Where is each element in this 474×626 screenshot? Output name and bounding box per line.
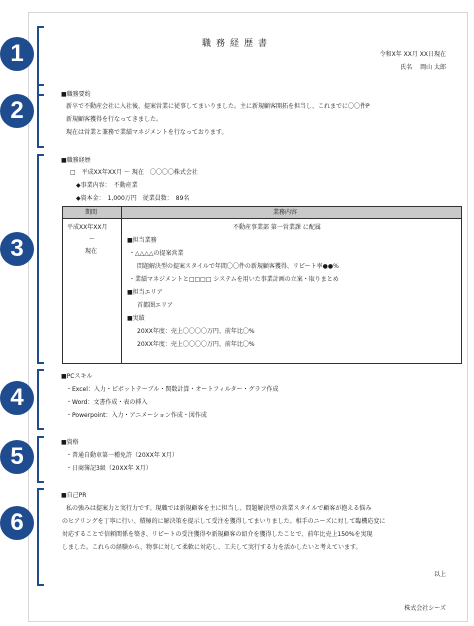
pr-line: 対応することで信頼関係を築き、リピートの受注獲得や新規顧客の紹介を獲得したことで、前年比売上150%を実現: [62, 531, 373, 538]
pr-heading: ■自己PR: [61, 492, 87, 499]
name-value: 岡山 太郎: [420, 64, 446, 71]
table-header: [63, 207, 461, 219]
bracket-5: [37, 436, 44, 483]
qualifications-heading: ■資格: [61, 439, 79, 446]
table-item: ・△△△△の提案営業: [129, 250, 184, 257]
document-title: 職務経歴書: [201, 39, 272, 49]
table-header-content: 業務内容: [273, 209, 298, 216]
marker-2: 2: [0, 94, 34, 128]
table-item: ■担当業務: [127, 237, 157, 244]
pr-line: しました。これらの経験から、物事に対して柔軟に対応し、工夫して実行する力を活かしたいと考えています。: [62, 544, 362, 551]
footer-company: 株式会社シーズ: [404, 605, 446, 612]
pr-line: のヒアリングを丁寧に行い、積極的に解決策を提示して受注を獲得してまいりました。相手のニーズに対して臨機応変に: [62, 518, 386, 525]
department: 不動産事業部 第一営業課 に配属: [233, 224, 321, 231]
period-tilde: ～: [89, 236, 96, 243]
bracket-4: [37, 369, 44, 430]
summary-line: 新卒で不動産会社に入社後、提案営業に従事してまいりました。主に新規顧客開拓を担当し、これまでに〇〇件P: [66, 103, 370, 110]
pr-closing: 以上: [433, 571, 446, 578]
table-item: ・業績マネジメントと□□□□ システムを用いた事業計画の立案・取りまとめ: [129, 276, 339, 283]
qualification-item: ・普通自動車第一種免許（20XX年 X月）: [66, 452, 178, 459]
bracket-3: [37, 154, 44, 364]
summary-line: 現在は営業と兼務で業績マネジメントを行なっております。: [66, 129, 228, 136]
name-row: [400, 63, 446, 72]
marker-3: 3: [0, 232, 34, 266]
career-business: ◆事業内容： 不動産業: [76, 182, 138, 189]
table-item: ■実績: [127, 315, 145, 322]
pr-line: 私の強みは提案力と実行力です。現職では新規顧客を主に担当し、問題解決型の営業スタイルで顧客が抱える悩み: [66, 505, 372, 512]
career-heading: ■職務経歴: [61, 157, 91, 164]
table-header-period: 期間: [85, 209, 98, 216]
career-capital: ◆資本金： 1,000万円 従業員数： 89名: [76, 195, 190, 202]
table-item: 首都圏エリア: [137, 302, 174, 309]
marker-5: 5: [0, 440, 34, 474]
summary-line: 新規顧客獲得を行なってきました。: [66, 116, 163, 123]
table-item: 問題解決型の提案スタイルで年間〇〇件の新規顧客獲得、リピート率●●%: [137, 263, 339, 270]
marker-1: 1: [0, 37, 34, 71]
marker-6: 6: [0, 506, 34, 540]
qualification-item: ・日商簿記3級（20XX年 X月）: [66, 465, 152, 472]
period-from: 平成XX年XX月: [67, 224, 108, 231]
period-to: 現在: [85, 248, 98, 255]
table-divider: [121, 207, 122, 363]
name-label: 氏名: [400, 64, 413, 71]
bracket-2: [37, 84, 44, 148]
pc-heading: ■PCスキル: [61, 373, 93, 380]
summary-heading: ■職務要約: [61, 91, 91, 98]
pc-item: ・Powerpoint：入力・アニメーション作成・図作成: [66, 412, 207, 419]
table-item: 20XX年度：売上〇〇〇〇万円、前年比〇%: [137, 341, 255, 348]
table-item: ■担当エリア: [127, 289, 163, 296]
bracket-6: [37, 488, 44, 586]
career-period-line: □ 平成XX年XX月 ～ 現在 〇〇〇〇株式会社: [70, 169, 198, 176]
marker-4: 4: [0, 381, 34, 415]
pc-item: ・Excel：入力・ピボットテーブル・関数計算・オートフィルター・グラフ作成: [66, 386, 279, 393]
career-table: [62, 206, 462, 364]
table-item: 20XX年度：売上〇〇〇〇万円、前年比〇%: [137, 328, 255, 335]
pc-item: ・Word：文書作成・表の挿入: [66, 399, 148, 406]
document-date: 令和X年 XX月 XX日現在: [379, 51, 446, 58]
